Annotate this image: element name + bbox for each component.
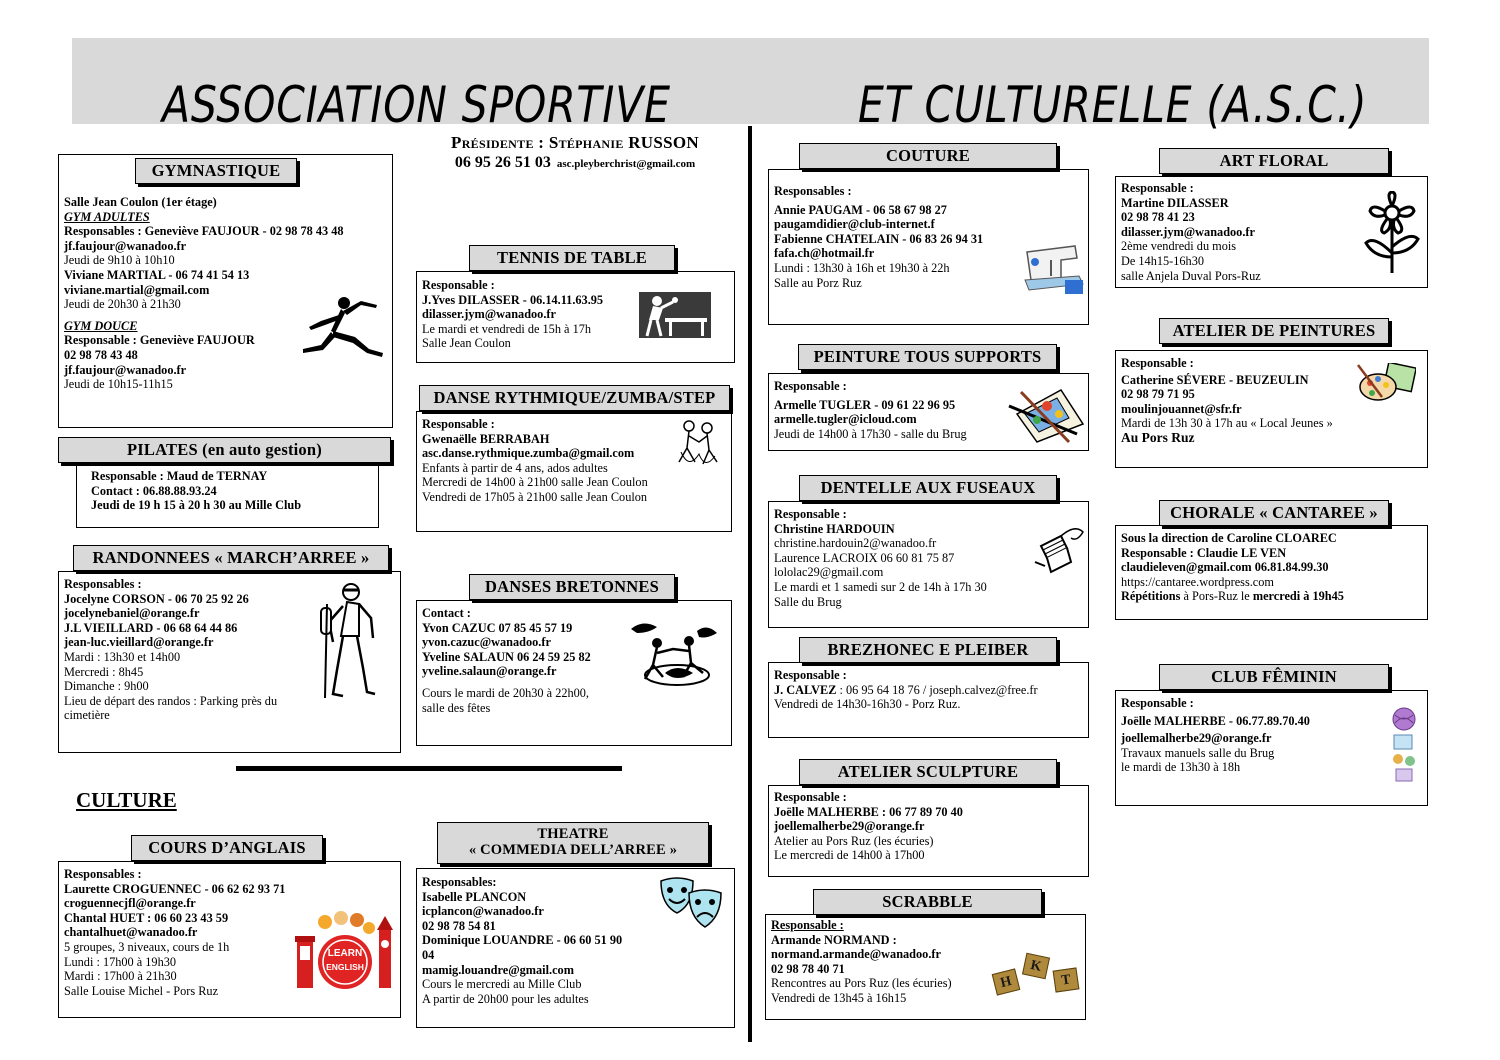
theatre-title bbox=[437, 822, 709, 864]
theatre-email-2: mamig.louandre@gmail.com bbox=[422, 962, 574, 977]
atelier-contact: Catherine SÉVERE - BEUZEULIN bbox=[1121, 372, 1309, 387]
chorale-contact: Responsable : Claudie LE VEN bbox=[1121, 545, 1287, 560]
dentelle-contact-2: Laurence LACROIX 06 60 81 75 87 bbox=[774, 550, 955, 565]
dentelle-contact-1: Christine HARDOUIN bbox=[774, 521, 895, 536]
gym-douce-email: jf.faujour@wanadoo.fr bbox=[64, 362, 187, 377]
anglais-contact-1: Laurette CROGUENNEC - 06 62 62 93 71 bbox=[64, 881, 286, 896]
brezhonec-title: BREZHONEC E PLEIBER bbox=[799, 637, 1057, 663]
pilates-schedule: Jeudi de 19 h 15 à 20 h 30 au Mille Club bbox=[91, 498, 302, 513]
danse-email: asc.danse.rythmique.zumba@gmail.com bbox=[422, 446, 635, 461]
peinture-schedule: Jeudi de 14h00 à 17h30 - salle du Brug bbox=[774, 426, 967, 441]
brezhonec-phone-email: : 06 95 64 18 76 / joseph.calvez@free.fr bbox=[836, 682, 1038, 697]
tennis-title: TENNIS DE TABLE bbox=[469, 245, 675, 271]
anglais-label: Responsables : bbox=[64, 867, 142, 881]
floral-phone: 02 98 78 41 23 bbox=[1121, 210, 1195, 225]
pilates-title: PILATES (en auto gestion) bbox=[58, 437, 391, 463]
president-block bbox=[420, 133, 730, 173]
breton-dancers-icon bbox=[627, 619, 719, 689]
atelier-label: Responsable : bbox=[1121, 356, 1194, 370]
chorale-schedule: mercredi à 19h45 bbox=[1252, 589, 1344, 604]
theatre-email-1: icplancon@wanadoo.fr bbox=[422, 904, 544, 919]
sculpture-venue: Atelier au Pors Ruz (les écuries) bbox=[774, 833, 934, 848]
scrabble-label: Responsable : bbox=[771, 918, 844, 932]
danse-audience: Enfants à partir de 4 ans, ados adultes bbox=[422, 460, 608, 475]
yarn-icon bbox=[1386, 705, 1422, 785]
atelier-title: ATELIER DE PEINTURES bbox=[1159, 318, 1389, 344]
rando-label: Responsables : bbox=[64, 577, 142, 591]
chorale-venue: à Pors-Ruz le bbox=[1180, 589, 1253, 604]
bretonnes-title: DANSES BRETONNES bbox=[469, 574, 675, 600]
bretonnes-box bbox=[416, 600, 732, 746]
theatre-phone-2: 04 bbox=[422, 947, 435, 962]
brezhonec-contact: J. CALVEZ bbox=[774, 682, 837, 697]
couture-label: Responsables : bbox=[774, 184, 852, 198]
culture-heading: CULTURE bbox=[76, 788, 177, 812]
anglais-box bbox=[58, 861, 401, 1018]
hiker-icon bbox=[319, 578, 385, 702]
dentelle-venue: Salle du Brug bbox=[774, 594, 842, 609]
peinture-label: Responsable : bbox=[774, 379, 847, 393]
learn-english-icon bbox=[295, 910, 395, 992]
gym-box bbox=[58, 154, 393, 428]
peinture-contact: Armelle TUGLER - 09 61 22 96 95 bbox=[774, 397, 956, 412]
chorale-phone: 06.81.84.99.30 bbox=[1251, 560, 1329, 575]
gym-douce-phone: 02 98 78 43 48 bbox=[64, 347, 138, 362]
english-label: ENGLISH bbox=[326, 962, 364, 972]
title-right: ET CULTURELLE (A.S.C.) bbox=[858, 76, 1368, 134]
floral-box bbox=[1115, 176, 1428, 288]
gym-schedule-2: Jeudi de 20h30 à 21h30 bbox=[64, 297, 181, 312]
feminin-email: joellemalherbe29@orange.fr bbox=[1121, 731, 1272, 746]
couture-email-2: fafa.ch@hotmail.fr bbox=[774, 246, 875, 261]
tennis-label: Responsable : bbox=[422, 278, 495, 292]
chorale-rehearsal-label: Répétitions bbox=[1121, 589, 1181, 604]
couture-contact-2: Fabienne CHATELAIN - 06 83 26 94 31 bbox=[774, 231, 984, 246]
runner-icon bbox=[291, 287, 391, 367]
president-email: asc.pleyberchrist@gmail.com bbox=[556, 158, 696, 171]
feminin-activity: Travaux manuels salle du Brug bbox=[1121, 745, 1275, 760]
pilates-phone: Contact : 06.88.88.93.24 bbox=[91, 483, 217, 498]
flower-icon bbox=[1362, 191, 1422, 275]
learn-label: LEARN bbox=[327, 948, 363, 959]
peinture-email: armelle.tugler@icloud.com bbox=[774, 412, 917, 427]
floral-label: Responsable : bbox=[1121, 181, 1194, 195]
section-divider bbox=[236, 766, 622, 771]
chorale-box bbox=[1115, 525, 1428, 620]
anglais-schedule-mon: Lundi : 17h00 à 19h30 bbox=[64, 954, 177, 969]
atelier-box bbox=[1115, 350, 1428, 468]
brezhonec-box bbox=[768, 662, 1089, 738]
tennis-venue: Salle Jean Coulon bbox=[422, 336, 511, 351]
gym-email-2: viviane.martial@gmail.com bbox=[64, 282, 210, 297]
couture-box bbox=[768, 169, 1089, 325]
anglais-contact-2: Chantal HUET : 06 60 23 43 59 bbox=[64, 910, 229, 925]
danse-schedule-fri: Vendredi de 17h05 à 21h00 salle Jean Coulon bbox=[422, 489, 648, 504]
rando-contact-1: Jocelyne CORSON - 06 70 25 92 26 bbox=[64, 591, 249, 606]
anglais-email-2: chantalhuet@wanadoo.fr bbox=[64, 925, 198, 940]
floral-email: dilasser.jym@wanadoo.fr bbox=[1121, 224, 1255, 239]
peinture-title: PEINTURE TOUS SUPPORTS bbox=[798, 344, 1057, 370]
anglais-email-1: croguennecjfl@orange.fr bbox=[64, 896, 196, 911]
sculpture-box bbox=[768, 785, 1089, 877]
couture-email-1: paugamdidier@club-internet.f bbox=[774, 217, 935, 232]
scrabble-email: normand.armande@wanadoo.fr bbox=[771, 947, 941, 962]
scrabble-contact: Armande NORMAND : bbox=[771, 932, 897, 947]
gym-douce-heading: GYM DOUCE bbox=[64, 318, 138, 333]
dentelle-email-1: christine.hardouin2@wanadoo.fr bbox=[774, 536, 937, 551]
peinture-box bbox=[768, 373, 1089, 451]
tennis-email: dilasser.jym@wanadoo.fr bbox=[422, 307, 556, 322]
rando-meeting-point: Lieu de départ des randos : Parking près du cimetière bbox=[64, 693, 278, 723]
gym-contact-2: Viviane MARTIAL - 06 74 41 54 13 bbox=[64, 267, 250, 282]
floral-venue: salle Anjela Duval Pors-Ruz bbox=[1121, 268, 1261, 283]
rando-email-1: jocelynebaniel@orange.fr bbox=[64, 606, 200, 621]
scrabble-tile-3: T bbox=[1053, 967, 1080, 992]
scrabble-tile-1: H bbox=[992, 968, 1021, 995]
anglais-schedule-tue: Mardi : 17h00 à 21h30 bbox=[64, 969, 177, 984]
danse-label: Responsable : bbox=[422, 417, 495, 431]
column-divider bbox=[748, 126, 752, 1042]
floral-title: ART FLORAL bbox=[1159, 148, 1389, 174]
rando-contact-2: J.L VIEILLARD - 06 68 64 44 86 bbox=[64, 620, 238, 635]
brezhonec-schedule: Vendredi de 14h30-16h30 - Porz Ruz. bbox=[774, 697, 961, 712]
paint-supplies-icon bbox=[1007, 384, 1087, 444]
pilates-contact: Responsable : Maud de TERNAY bbox=[91, 469, 268, 483]
dentelle-box bbox=[768, 501, 1089, 628]
scrabble-venue: Rencontres au Pors Ruz (les écuries) bbox=[771, 976, 952, 991]
theatre-schedule: Cours le mercredi au Mille Club bbox=[422, 977, 582, 992]
theatre-box bbox=[416, 868, 735, 1028]
gym-schedule-1: Jeudi de 9h10 à 10h10 bbox=[64, 253, 175, 268]
theatre-title-line1: THEATRE bbox=[537, 826, 609, 842]
danse-contact: Gwenaëlle BERRABAH bbox=[422, 431, 550, 446]
floral-schedule: 2ème vendredi du mois bbox=[1121, 239, 1237, 254]
gym-douce-contact: : Geneviève FAUJOUR bbox=[129, 333, 255, 348]
bretonnes-contact-1: Yvon CAZUC 07 85 45 57 19 bbox=[422, 620, 573, 635]
gym-adultes-heading: GYM ADULTES bbox=[64, 209, 150, 224]
chorale-title: CHORALE « CANTAREE » bbox=[1159, 500, 1389, 526]
rando-title: RANDONNEES « MARCH’ARREE » bbox=[73, 545, 389, 571]
gym-venue: Salle Jean Coulon (1er étage) bbox=[64, 195, 217, 209]
title-banner bbox=[72, 38, 1429, 134]
tennis-box bbox=[416, 271, 735, 363]
rando-schedule-tue: Mardi : 13h30 et 14h00 bbox=[64, 649, 181, 664]
theatre-contact-1: Isabelle PLANCON bbox=[422, 889, 527, 904]
danse-title: DANSE RYTHMIQUE/ZUMBA/STEP bbox=[419, 385, 730, 411]
sculpture-title: ATELIER SCULPTURE bbox=[799, 759, 1057, 785]
atelier-schedule: Mardi de 13h 30 à 17h au « Local Jeunes » bbox=[1121, 416, 1333, 431]
theatre-title-line2: « COMMEDIA DELL’ARREE » bbox=[468, 842, 678, 858]
theatre-contact-2: Dominique LOUANDRE - 06 60 51 90 bbox=[422, 933, 623, 948]
feminin-contact: Joëlle MALHERBE - 06.77.89.70.40 bbox=[1121, 713, 1310, 728]
feminin-title: CLUB FÊMININ bbox=[1159, 664, 1389, 690]
chorale-director: Sous la direction de Caroline CLOAREC bbox=[1121, 531, 1337, 545]
scrabble-phone: 02 98 78 40 71 bbox=[771, 961, 845, 976]
bretonnes-email-1: yvon.cazuc@wanadoo.fr bbox=[422, 635, 551, 650]
atelier-phone: 02 98 79 71 95 bbox=[1121, 387, 1195, 402]
rando-schedule-wed: Mercredi : 8h45 bbox=[64, 664, 144, 679]
floral-contact: Martine DILASSER bbox=[1121, 195, 1229, 210]
bretonnes-schedule: Cours le mardi de 20h30 à 22h00, bbox=[422, 685, 590, 700]
pilates-box bbox=[76, 462, 379, 528]
president-name: Présidente : Stéphanie RUSSON bbox=[451, 133, 699, 152]
anglais-title: COURS D’ANGLAIS bbox=[131, 835, 323, 861]
dentelle-title: DENTELLE AUX FUSEAUX bbox=[799, 475, 1057, 501]
theatre-audience: A partir de 20h00 pour les adultes bbox=[422, 991, 589, 1006]
thread-spool-icon bbox=[1031, 522, 1087, 578]
anglais-venue: Salle Louise Michel - Pors Ruz bbox=[64, 983, 219, 998]
scrabble-tile-2: K bbox=[1022, 953, 1050, 980]
gym-title: GYMNASTIQUE bbox=[135, 158, 297, 184]
gym-contact-1: Responsables : Geneviève FAUJOUR - 02 98 78 43 48 bbox=[64, 224, 344, 239]
scrabble-tiles-icon bbox=[992, 953, 1084, 999]
sewing-machine-icon bbox=[1021, 238, 1087, 296]
dentelle-label: Responsable : bbox=[774, 507, 847, 521]
chorale-email: claudieleven@gmail.com bbox=[1121, 560, 1252, 575]
couture-title: COUTURE bbox=[799, 143, 1057, 169]
theatre-label: Responsables: bbox=[422, 875, 497, 889]
gym-email-1: jf.faujour@wanadoo.fr bbox=[64, 238, 187, 253]
danse-schedule-wed: Mercredi de 14h00 à 21h00 salle Jean Coulon bbox=[422, 475, 648, 490]
sculpture-contact: Joëlle MALHERBE : 06 77 89 70 40 bbox=[774, 804, 963, 819]
bretonnes-contact-2: Yveline SALAUN 06 24 59 25 82 bbox=[422, 649, 591, 664]
tennis-schedule: Le mardi et vendredi de 15h à 17h bbox=[422, 321, 592, 336]
palette-icon bbox=[1356, 363, 1416, 403]
president-phone: 06 95 26 51 03 bbox=[454, 154, 551, 172]
gym-douce-label: Responsable bbox=[64, 333, 130, 348]
ping-pong-icon bbox=[639, 292, 711, 338]
couture-venue: Salle au Porz Ruz bbox=[774, 275, 862, 290]
bretonnes-email-2: yveline.salaun@orange.fr bbox=[422, 664, 557, 679]
couture-schedule: Lundi : 13h30 à 16h et 19h30 à 22h bbox=[774, 260, 950, 275]
danse-box bbox=[416, 411, 732, 532]
atelier-venue: Au Pors Ruz bbox=[1121, 429, 1195, 445]
dentelle-email-2: lololac29@gmail.com bbox=[774, 565, 884, 580]
scrabble-title: SCRABBLE bbox=[813, 889, 1042, 915]
theatre-phone-1: 02 98 78 54 81 bbox=[422, 918, 496, 933]
sculpture-label: Responsable : bbox=[774, 790, 847, 804]
feminin-box bbox=[1115, 690, 1428, 806]
brezhonec-label: Responsable : bbox=[774, 668, 847, 682]
sculpture-email: joellemalherbe29@orange.fr bbox=[774, 819, 925, 834]
atelier-email: moulinjouannet@sfr.fr bbox=[1121, 401, 1242, 416]
theatre-masks-icon bbox=[657, 875, 727, 933]
bretonnes-label: Contact : bbox=[422, 606, 471, 620]
sculpture-schedule: Le mercredi de 14h00 à 17h00 bbox=[774, 848, 925, 863]
feminin-label: Responsable : bbox=[1121, 696, 1194, 710]
anglais-groups: 5 groupes, 3 niveaux, cours de 1h bbox=[64, 939, 230, 954]
dancers-icon bbox=[675, 418, 721, 476]
gym-douce-schedule: Jeudi de 10h15-11h15 bbox=[64, 377, 173, 392]
chorale-website: https://cantaree.wordpress.com bbox=[1121, 574, 1274, 589]
scrabble-schedule: Vendredi de 13h45 à 16h15 bbox=[771, 990, 907, 1005]
rando-email-2: jean-luc.vieillard@orange.fr bbox=[64, 635, 214, 650]
bretonnes-venue: salle des fêtes bbox=[422, 700, 491, 715]
title-left: ASSOCIATION SPORTIVE bbox=[162, 76, 671, 134]
floral-hours: De 14h15-16h30 bbox=[1121, 253, 1204, 268]
rando-box bbox=[58, 571, 401, 753]
dentelle-schedule: Le mardi et 1 samedi sur 2 de 14h à 17h 30 bbox=[774, 579, 987, 594]
rando-schedule-sun: Dimanche : 9h00 bbox=[64, 679, 149, 694]
couture-contact-1: Annie PAUGAM - 06 58 67 98 27 bbox=[774, 202, 947, 217]
tennis-contact: J.Yves DILASSER - 06.14.11.63.95 bbox=[422, 292, 604, 307]
feminin-schedule: le mardi de 13h30 à 18h bbox=[1121, 760, 1241, 775]
scrabble-box bbox=[765, 914, 1086, 1020]
